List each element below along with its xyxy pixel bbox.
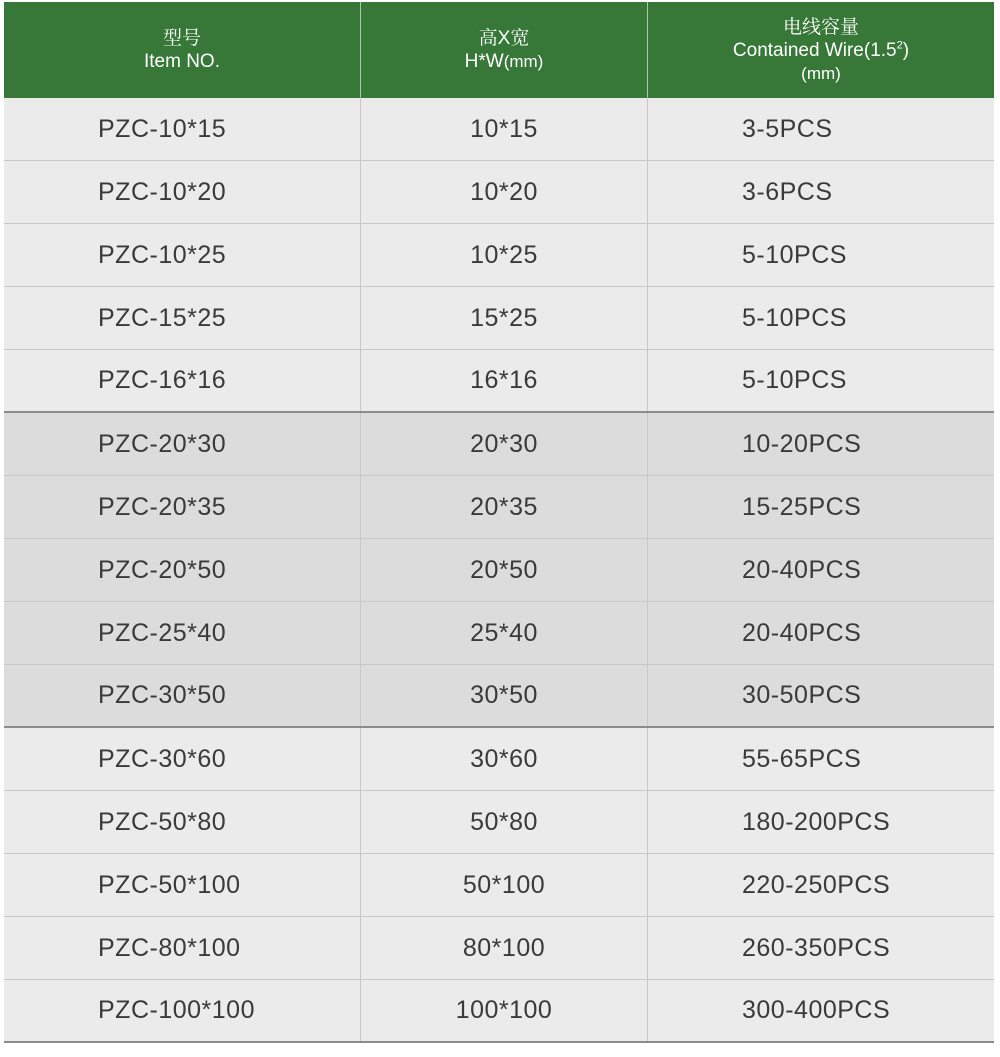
header-wire-unit: (mm)	[801, 63, 841, 83]
cell-size: 50*100	[360, 854, 647, 916]
table-header	[4, 2, 994, 98]
cell-wire-capacity: 15-25PCS	[647, 476, 994, 538]
cell-wire-capacity: 30-50PCS	[647, 665, 994, 726]
cell-item-no: PZC-50*100	[98, 870, 241, 899]
cell-wire-capacity: 3-6PCS	[647, 161, 994, 223]
cell-item-no: PZC-20*30	[98, 429, 227, 458]
cell-size: 10*20	[360, 161, 647, 223]
header-size-cn: 高X宽	[478, 28, 530, 49]
header-item-no	[4, 2, 360, 98]
cell-wire-capacity: 220-250PCS	[647, 854, 994, 916]
cell-wire-capacity: 20-40PCS	[647, 602, 994, 664]
cell-wire-capacity: 55-65PCS	[647, 728, 994, 790]
header-size-en-unit: (mm)	[503, 52, 544, 71]
cell-wire-capacity: 5-10PCS	[647, 224, 994, 286]
cell-wire-capacity: 20-40PCS	[647, 539, 994, 601]
header-size-en-main: H*W	[464, 51, 504, 72]
cell-wire-capacity: 5-10PCS	[647, 350, 994, 411]
cell-item-no: PZC-25*40	[98, 618, 227, 647]
cell-size: 20*30	[360, 413, 647, 475]
table-row	[4, 350, 994, 413]
cell-item-no: PZC-20*35	[98, 492, 227, 521]
table-row	[4, 980, 994, 1043]
table-row	[4, 854, 994, 917]
cell-size: 80*100	[360, 917, 647, 979]
table-row	[4, 224, 994, 287]
cell-item-no: PZC-100*100	[98, 996, 255, 1024]
header-item-no-cn: 型号	[162, 28, 201, 49]
cell-size: 10*15	[360, 98, 647, 160]
cell-item-no: PZC-15*25	[98, 303, 227, 332]
cell-item-no: PZC-10*20	[98, 177, 227, 206]
header-wire-en-sup: 2	[896, 39, 903, 52]
table-row	[4, 728, 994, 791]
table-body	[4, 98, 994, 1043]
cell-item-no: PZC-80*100	[98, 933, 241, 962]
header-wire-en	[733, 39, 909, 62]
header-wire-en-close: )	[902, 39, 910, 61]
cell-wire-capacity: 5-10PCS	[647, 287, 994, 349]
cell-size: 15*25	[360, 287, 647, 349]
table-row	[4, 476, 994, 539]
product-spec-table	[4, 2, 994, 1043]
cell-item-no: PZC-10*15	[98, 114, 227, 143]
cell-size: 20*35	[360, 476, 647, 538]
cell-size: 20*50	[360, 539, 647, 601]
table-row	[4, 917, 994, 980]
header-size-en	[465, 50, 544, 73]
table-row	[4, 287, 994, 350]
cell-item-no: PZC-10*25	[98, 240, 227, 269]
header-wire-capacity	[647, 2, 994, 98]
cell-item-no: PZC-16*16	[98, 366, 227, 394]
table-row	[4, 539, 994, 602]
cell-item-no: PZC-30*50	[98, 681, 227, 709]
cell-item-no: PZC-20*50	[98, 555, 227, 584]
cell-wire-capacity: 180-200PCS	[647, 791, 994, 853]
cell-wire-capacity: 3-5PCS	[647, 98, 994, 160]
header-item-no-en: Item NO.	[143, 51, 220, 72]
cell-size: 10*25	[360, 224, 647, 286]
table-row	[4, 791, 994, 854]
cell-size: 16*16	[360, 350, 647, 411]
header-wire-cn: 电线容量	[782, 16, 859, 38]
cell-item-no: PZC-30*60	[98, 744, 227, 773]
cell-size: 100*100	[360, 980, 647, 1041]
table-row	[4, 413, 994, 476]
cell-size: 50*80	[360, 791, 647, 853]
table-row	[4, 665, 994, 728]
cell-size: 30*60	[360, 728, 647, 790]
table-row	[4, 602, 994, 665]
cell-wire-capacity: 300-400PCS	[647, 980, 994, 1041]
cell-size: 30*50	[360, 665, 647, 726]
table-row	[4, 161, 994, 224]
cell-wire-capacity: 260-350PCS	[647, 917, 994, 979]
header-size	[360, 2, 647, 98]
table-row	[4, 98, 994, 161]
cell-wire-capacity: 10-20PCS	[647, 413, 994, 475]
header-wire-en-main: Contained Wire(1.5	[732, 39, 897, 61]
cell-item-no: PZC-50*80	[98, 807, 227, 836]
cell-size: 25*40	[360, 602, 647, 664]
